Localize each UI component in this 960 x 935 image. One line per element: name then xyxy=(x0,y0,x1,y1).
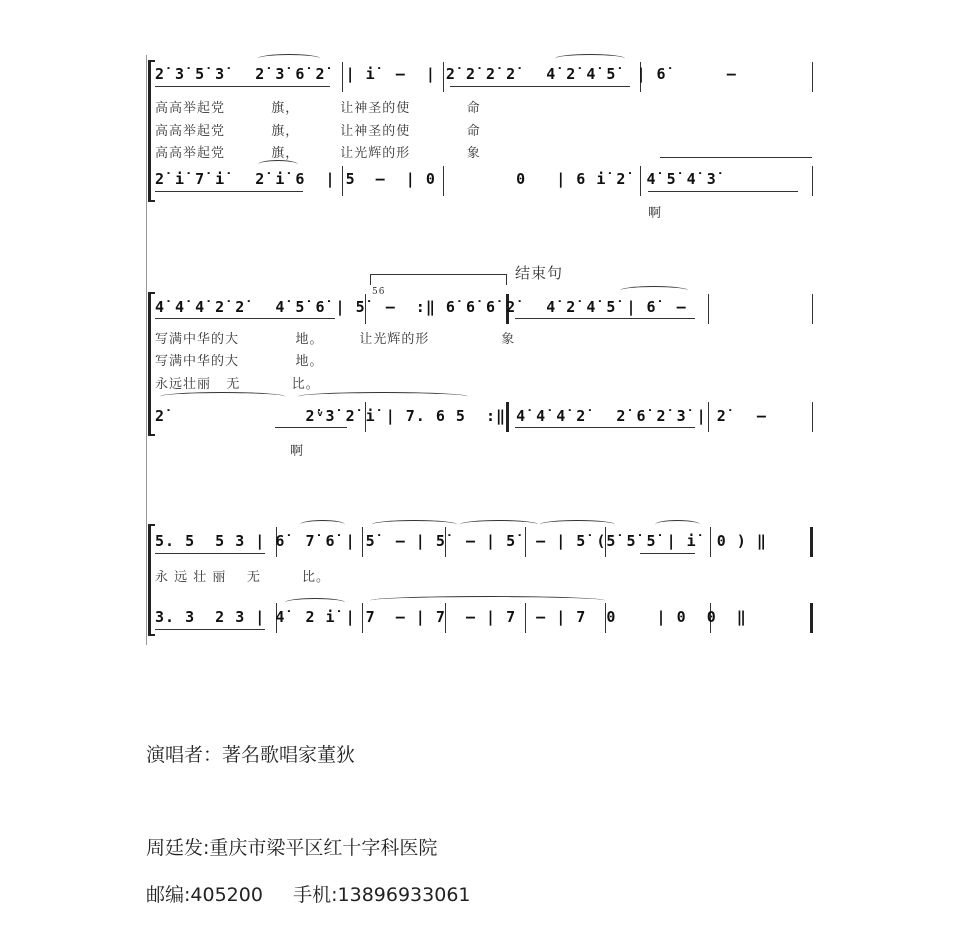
slur xyxy=(258,54,320,63)
beam-line xyxy=(450,86,630,87)
barline xyxy=(812,294,813,324)
system-bracket xyxy=(148,524,155,636)
beam-line xyxy=(155,318,335,319)
lyric-line-2: 写满中华的大 地。 xyxy=(155,354,324,369)
staff-top-notes: 5. 5 5 3 | 6̇ 7̇ 6̇ | 5̇ – | 5̇ – | 5̇ – | 5̇ (5̇ 5̇ 5̇ | i̇ 0 ) ‖ xyxy=(155,532,767,550)
staff-bottom-notes: 3. 3 2 3 | 4̇ 2 i̇ | 7 – | 7 – | 7 – | 7 0 | 0 0 ‖ xyxy=(155,608,747,626)
beam-line xyxy=(648,191,798,192)
ending-label: 结束句 xyxy=(515,264,564,282)
slur xyxy=(258,160,298,169)
score-margin-line xyxy=(146,55,147,645)
system-bracket xyxy=(148,292,155,436)
contact-info: 邮编:405200 手机:13896933061 xyxy=(146,884,471,906)
tie xyxy=(160,392,285,401)
slur xyxy=(300,520,345,529)
lyric-line-3: 永远壮丽 无 比。 xyxy=(155,377,320,392)
beam-line xyxy=(155,86,330,87)
barline xyxy=(708,294,709,324)
performer-credit: 演唱者：著名歌唱家董狄 xyxy=(146,744,356,766)
final-barline xyxy=(810,603,813,633)
lyric-line-3: 高高举起党 旗， 让光辉的形 象 xyxy=(155,146,481,161)
tie xyxy=(540,520,615,529)
slur xyxy=(285,598,345,607)
beam-line xyxy=(640,553,695,554)
slur xyxy=(655,520,700,529)
volta-bracket xyxy=(370,274,507,285)
lyric-line-2: 高高举起党 旗， 让神圣的使 命 xyxy=(155,124,481,139)
system-bracket xyxy=(148,60,155,202)
barline xyxy=(812,402,813,432)
beam-line xyxy=(275,427,347,428)
extension-line xyxy=(660,157,812,158)
beam-line xyxy=(155,629,265,630)
staff-bottom-notes: 2̇ 2̇ᵛ3̇ 2̇ i̇ | 7. 6 5 :‖ 4̇ 4̇ 4̇ 2̇ 2̇ 6̇ 2̇ 3̇ | 2̇ – xyxy=(155,407,767,425)
lyric-line-1: 写满中华的大 地。 让光辉的形 象 xyxy=(155,332,516,347)
grace-notes: 5̇6̇ xyxy=(372,287,386,297)
slur xyxy=(555,54,625,63)
barline xyxy=(812,62,813,92)
lyric-line: 永 远 壮 丽 无 比。 xyxy=(155,570,330,585)
beam-line xyxy=(515,318,695,319)
staff-top-notes: 4̇ 4̇ 4̇ 2̇ 2̇ 4̇ 5̇ 6̇ | 5̇ – :‖ 6̇ 6̇ 6̇ 2̇ 4̇ 2̇ 4̇ 5̇ | 6̇ – xyxy=(155,298,687,316)
final-barline xyxy=(810,527,813,557)
staff-bottom-notes: 2̇ i̇ 7̇ i̇ 2̇ i̇ 6 | 5 – | 0 0 | 6 i̇ 2̇ 4̇ 5̇ 4̇ 3̇ xyxy=(155,170,717,188)
beam-line xyxy=(155,191,303,192)
barline xyxy=(812,166,813,196)
staff-top-notes: 2̇ 3̇ 5̇ 3̇ 2̇ 3̇ 6̇ 2̇ | i̇ – | 2̇ 2̇ 2̇ 2̇ 4̇ 2̇ 4̇ 5̇ | 6̇ – xyxy=(155,65,737,83)
slur xyxy=(298,392,468,401)
author-credit: 周廷发:重庆市梁平区红十字科医院 xyxy=(146,837,438,859)
bottom-lyric: 啊 xyxy=(290,444,305,459)
slur xyxy=(620,286,688,295)
beam-line xyxy=(515,427,695,428)
tie xyxy=(370,596,605,605)
bottom-lyric: 啊 xyxy=(648,206,663,221)
lyric-line-1: 高高举起党 旗， 让神圣的使 命 xyxy=(155,101,481,116)
tie xyxy=(460,520,538,529)
beam-line xyxy=(155,553,265,554)
